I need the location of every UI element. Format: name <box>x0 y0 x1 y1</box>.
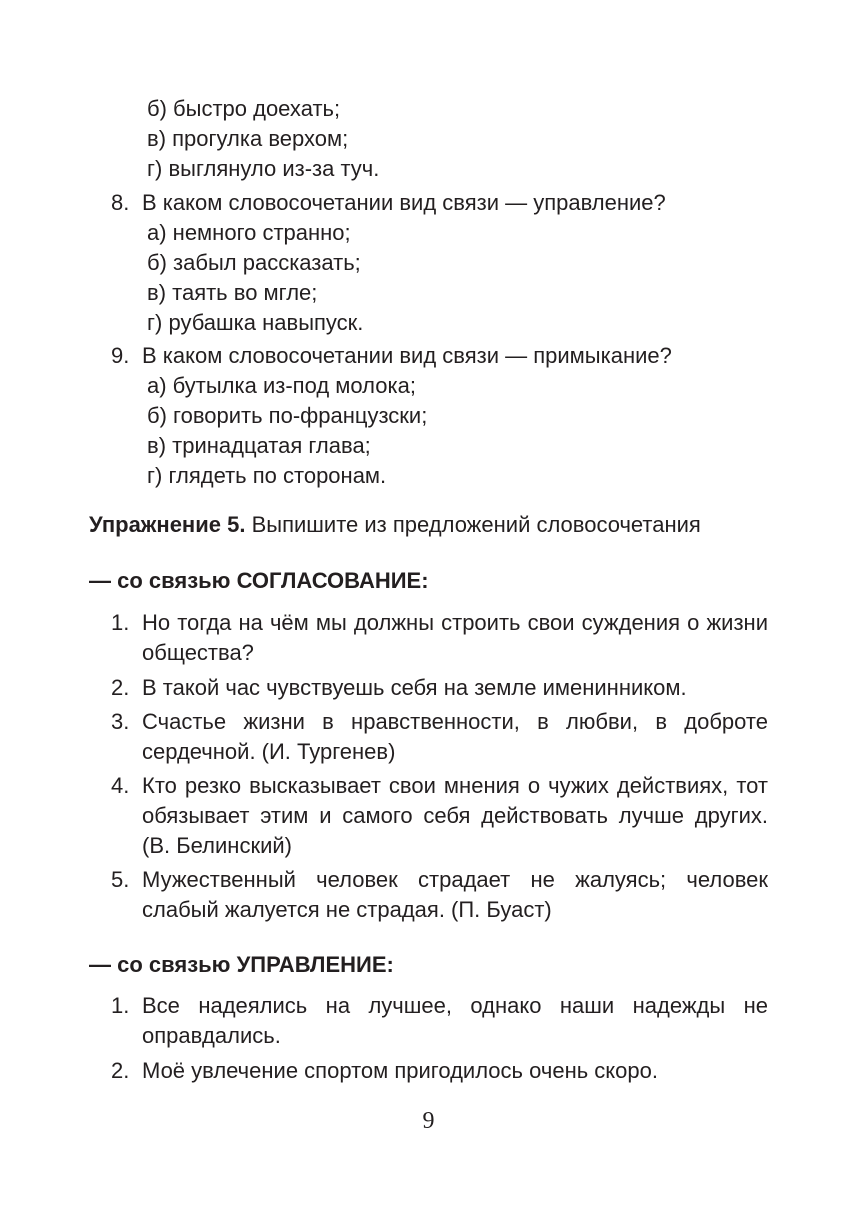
government-item-2-number: 2. <box>111 1058 130 1083</box>
agreement-item-5-number: 5. <box>111 867 130 892</box>
question-9-text: В каком словосочетании вид связи — примыкание? <box>142 343 672 368</box>
government-item-1-number: 1. <box>111 993 130 1018</box>
agreement-item-1-text: Но тогда на чём мы должны строить свои суждения о жизни общества? <box>142 610 768 665</box>
agreement-item-2-number: 2. <box>111 675 130 700</box>
question-8-option-a: а) немного странно; <box>147 220 351 245</box>
agreement-item-4-number: 4. <box>111 773 130 798</box>
agreement-item-5-text: Мужественный человек страдает не жалуясь; человек слабый жалуется не страдая. (П. Буаст) <box>142 867 768 922</box>
exercise-heading <box>89 510 701 540</box>
agreement-item-2-text: В такой час чувствуешь себя на земле именинником. <box>142 675 687 700</box>
agreement-item-4-text: Кто резко высказывает свои мнения о чужих действиях, тот обязывает этим и самого себя действовать лучше других. (В. Белинский) <box>142 773 768 858</box>
agreement-item-3-number: 3. <box>111 709 130 734</box>
question-8-option-g: г) рубашка навыпуск. <box>147 310 364 335</box>
question-8-option-v: в) таять во мгле; <box>147 280 318 305</box>
question-8-text: В каком словосочетании вид связи — управление? <box>142 190 666 215</box>
section-heading-agreement: — со связью СОГЛАСОВАНИЕ: <box>89 568 429 593</box>
agreement-item-3-text: Счастье жизни в нравственности, в любви, в доброте сердечной. (И. Тургенев) <box>142 709 768 764</box>
exercise-label: Упражнение 5. <box>89 512 246 537</box>
question-9-option-a: а) бутылка из-под молока; <box>147 373 416 398</box>
question-8-option-b: б) забыл рассказать; <box>147 250 361 275</box>
agreement-item-1-number: 1. <box>111 610 130 635</box>
government-item-2-text: Моё увлечение спортом пригодилось очень скоро. <box>142 1058 658 1083</box>
option-g-prev: г) выглянуло из-за туч. <box>147 156 380 181</box>
option-b-prev: б) быстро доехать; <box>147 96 341 121</box>
option-v-prev: в) прогулка верхом; <box>147 126 349 151</box>
question-9-option-b: б) говорить по-французски; <box>147 403 428 428</box>
government-item-1-text: Все надеялись на лучшее, однако наши надежды не оправдались. <box>142 993 768 1048</box>
question-9-option-v: в) тринадцатая глава; <box>147 433 371 458</box>
exercise-instruction: Выпишите из предложений словосочетания <box>251 512 701 537</box>
question-8-number: 8. <box>111 190 130 215</box>
question-9-number: 9. <box>111 343 130 368</box>
question-9-option-g: г) глядеть по сторонам. <box>147 463 387 488</box>
section-heading-government: — со связью УПРАВЛЕНИЕ: <box>89 952 394 977</box>
page-number: 9 <box>422 1108 435 1134</box>
